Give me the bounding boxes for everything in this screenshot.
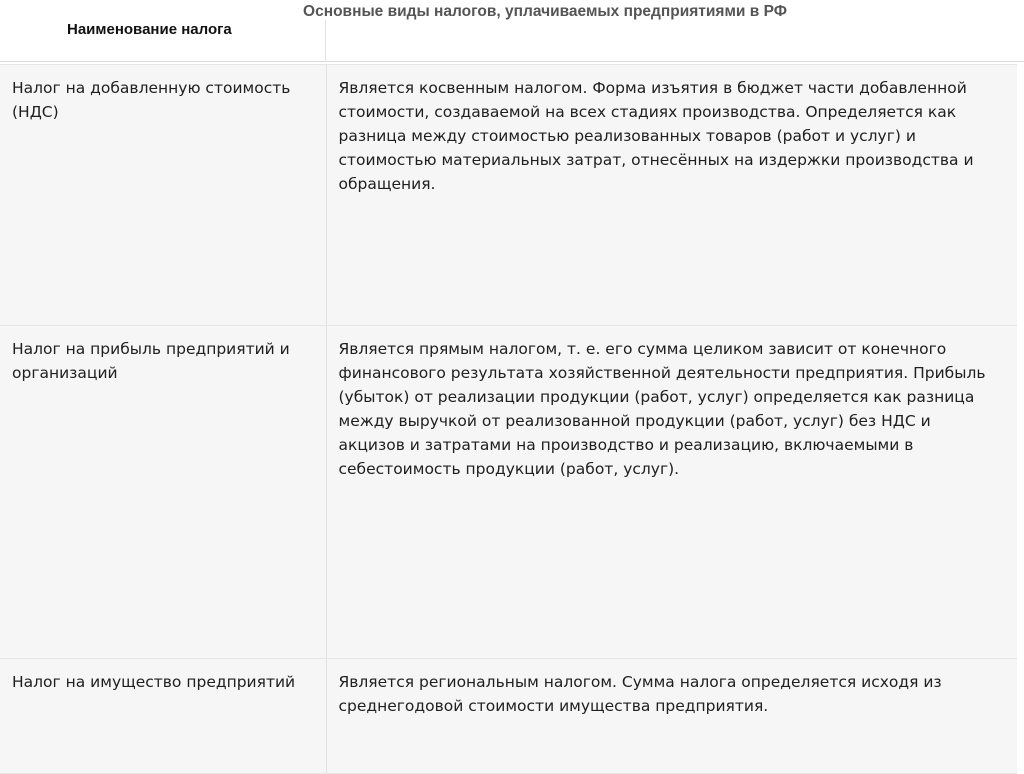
tax-name-cell: Налог на имущество предприятий — [0, 659, 326, 774]
tax-name-cell: Налог на прибыль предприятий и организаций — [0, 326, 326, 659]
table-row — [0, 659, 1017, 774]
tax-description-cell: Является прямым налогом, т. е. его сумма целиком зависит от конечного финансового результата хозяйственной деятельности предприятия. Прибыль (убыток) от реализации продукции (работ, услуг) определяется как разница между выручкой от реализованной продукции (работ, услуг) без НДС и акцизов и затратами на производство и реализацию, включаемыми в себестоимость продукции (работ, услуг). — [326, 326, 1017, 659]
header-divider — [325, 20, 326, 62]
tax-name-cell: Налог на добавленную стоимость (НДС) — [0, 65, 326, 326]
tax-table — [0, 64, 1017, 774]
tax-description-cell: Является косвенным налогом. Форма изъятия в бюджет части добавленной стоимости, создаваемой на всех стадиях производства. Определяется как разница между стоимостью реализованных товаров (работ и услуг) и стоимостью материальных затрат, отнесённых на издержки производства и обращения. — [326, 65, 1017, 326]
page-margin — [1017, 64, 1024, 767]
table-row — [0, 326, 1017, 659]
table-row — [0, 65, 1017, 326]
column-header-tax-name: Наименование налога — [67, 21, 232, 38]
tax-description-cell: Является региональным налогом. Сумма налога определяется исходя из среднегодовой стоимости имущества предприятия. — [326, 659, 1017, 774]
page-title: Основные виды налогов, уплачиваемых предприятиями в РФ — [303, 3, 787, 20]
